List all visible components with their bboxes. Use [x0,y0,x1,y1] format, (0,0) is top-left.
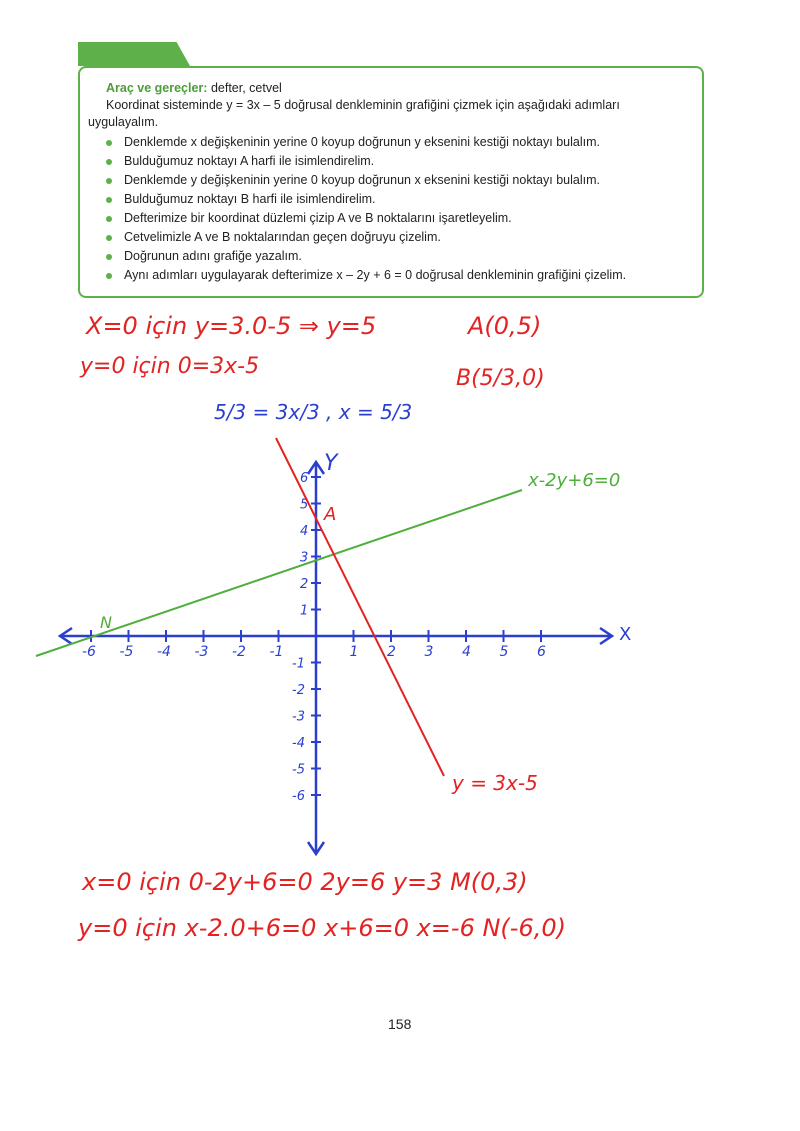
y-tick-label: 4 [300,524,309,539]
x-tick-label: 5 [499,644,509,660]
tools-value: defter, cetvel [210,81,282,95]
x-tick-label: -6 [82,644,96,660]
y-tick-label: -4 [292,736,305,751]
bottom-line-1: x=0 için 0-2y+6=0 2y=6 y=3 M(0,3) [82,868,528,896]
green-line-label: x-2y+6=0 [528,470,621,491]
step-item: Denklemde x değişkeninin yerine 0 koyup doğrunun y eksenini kestiği noktayı bulalım. [124,135,600,149]
y-axis-label: Y [324,451,338,476]
step-item: Bulduğumuz noktayı A harfi ile isimlendirelim. [124,154,375,168]
x-tick-label: 2 [387,644,396,660]
handwriting-line-2: y=0 için 0=3x-5 [80,354,260,379]
handwriting-line-1: X=0 için y=3.0-5 ⇒ y=5 [86,312,377,340]
x-tick-label: -3 [194,644,209,660]
graph-label-n: N [100,613,112,632]
step-item: Aynı adımları uygulayarak defterimize x – 2y + 6 = 0 doğrusal denkleminin grafiğini çizelim. [124,268,627,282]
step-item: Bulduğumuz noktayı B harfi ile isimlendirelim. [124,192,376,206]
y-tick-label: -3 [292,709,305,725]
bottom-line-2: y=0 için x-2.0+6=0 x+6=0 x=-6 N(-6,0) [78,914,566,942]
y-tick-label: 2 [300,577,309,592]
step-item: Cetvelimizle A ve B noktalarından geçen doğruyu çizelim. [124,230,441,244]
x-tick-label: -4 [157,644,171,660]
y-tick-label: 1 [300,603,309,619]
x-axis-label: X [619,624,632,645]
step-item: Doğrunun adını grafiğe yazalım. [124,249,302,263]
x-tick-label: -1 [269,644,284,660]
x-tick-label: -5 [119,644,134,660]
point-b-label: B(5/3,0) [456,366,545,391]
page-number: 158 [388,1016,412,1032]
y-tick-label: -2 [292,683,305,698]
y-tick-label: -1 [292,656,305,672]
step-item: Denklemde y değişkeninin yerine 0 koyup doğrunun x eksenini kestiği noktayı bulalım. [124,173,600,187]
x-tick-label: 1 [349,644,359,660]
y-tick-label: -5 [292,762,305,778]
y-tick-label: 3 [300,550,309,566]
blue-working: 5/3 = 3x/3 , x = 5/3 [214,400,413,424]
x-tick-label: 3 [424,644,434,660]
point-a-label: A(0,5) [468,312,542,340]
intro-line-2: uygulayalım. [88,115,159,129]
y-tick-label: 5 [300,497,309,513]
x-tick-label: -2 [232,644,246,660]
graph-label-a: A [324,504,337,525]
red-line-label: y = 3x-5 [452,771,538,795]
x-tick-label: 4 [462,644,471,660]
step-item: Defterimize bir koordinat düzlemi çizip A ve B noktalarını işaretleyelim. [124,211,512,225]
intro-line-1: Koordinat sisteminde y = 3x – 5 doğrusal denkleminin grafiğini çizmek için aşağıdaki adımları [106,98,620,112]
tools-label: Araç ve gereçler: [106,81,208,95]
y-tick-label: 6 [300,471,309,486]
ticks [82,471,546,804]
x-tick-label: 6 [537,644,546,660]
y-tick-label: -6 [292,789,305,804]
